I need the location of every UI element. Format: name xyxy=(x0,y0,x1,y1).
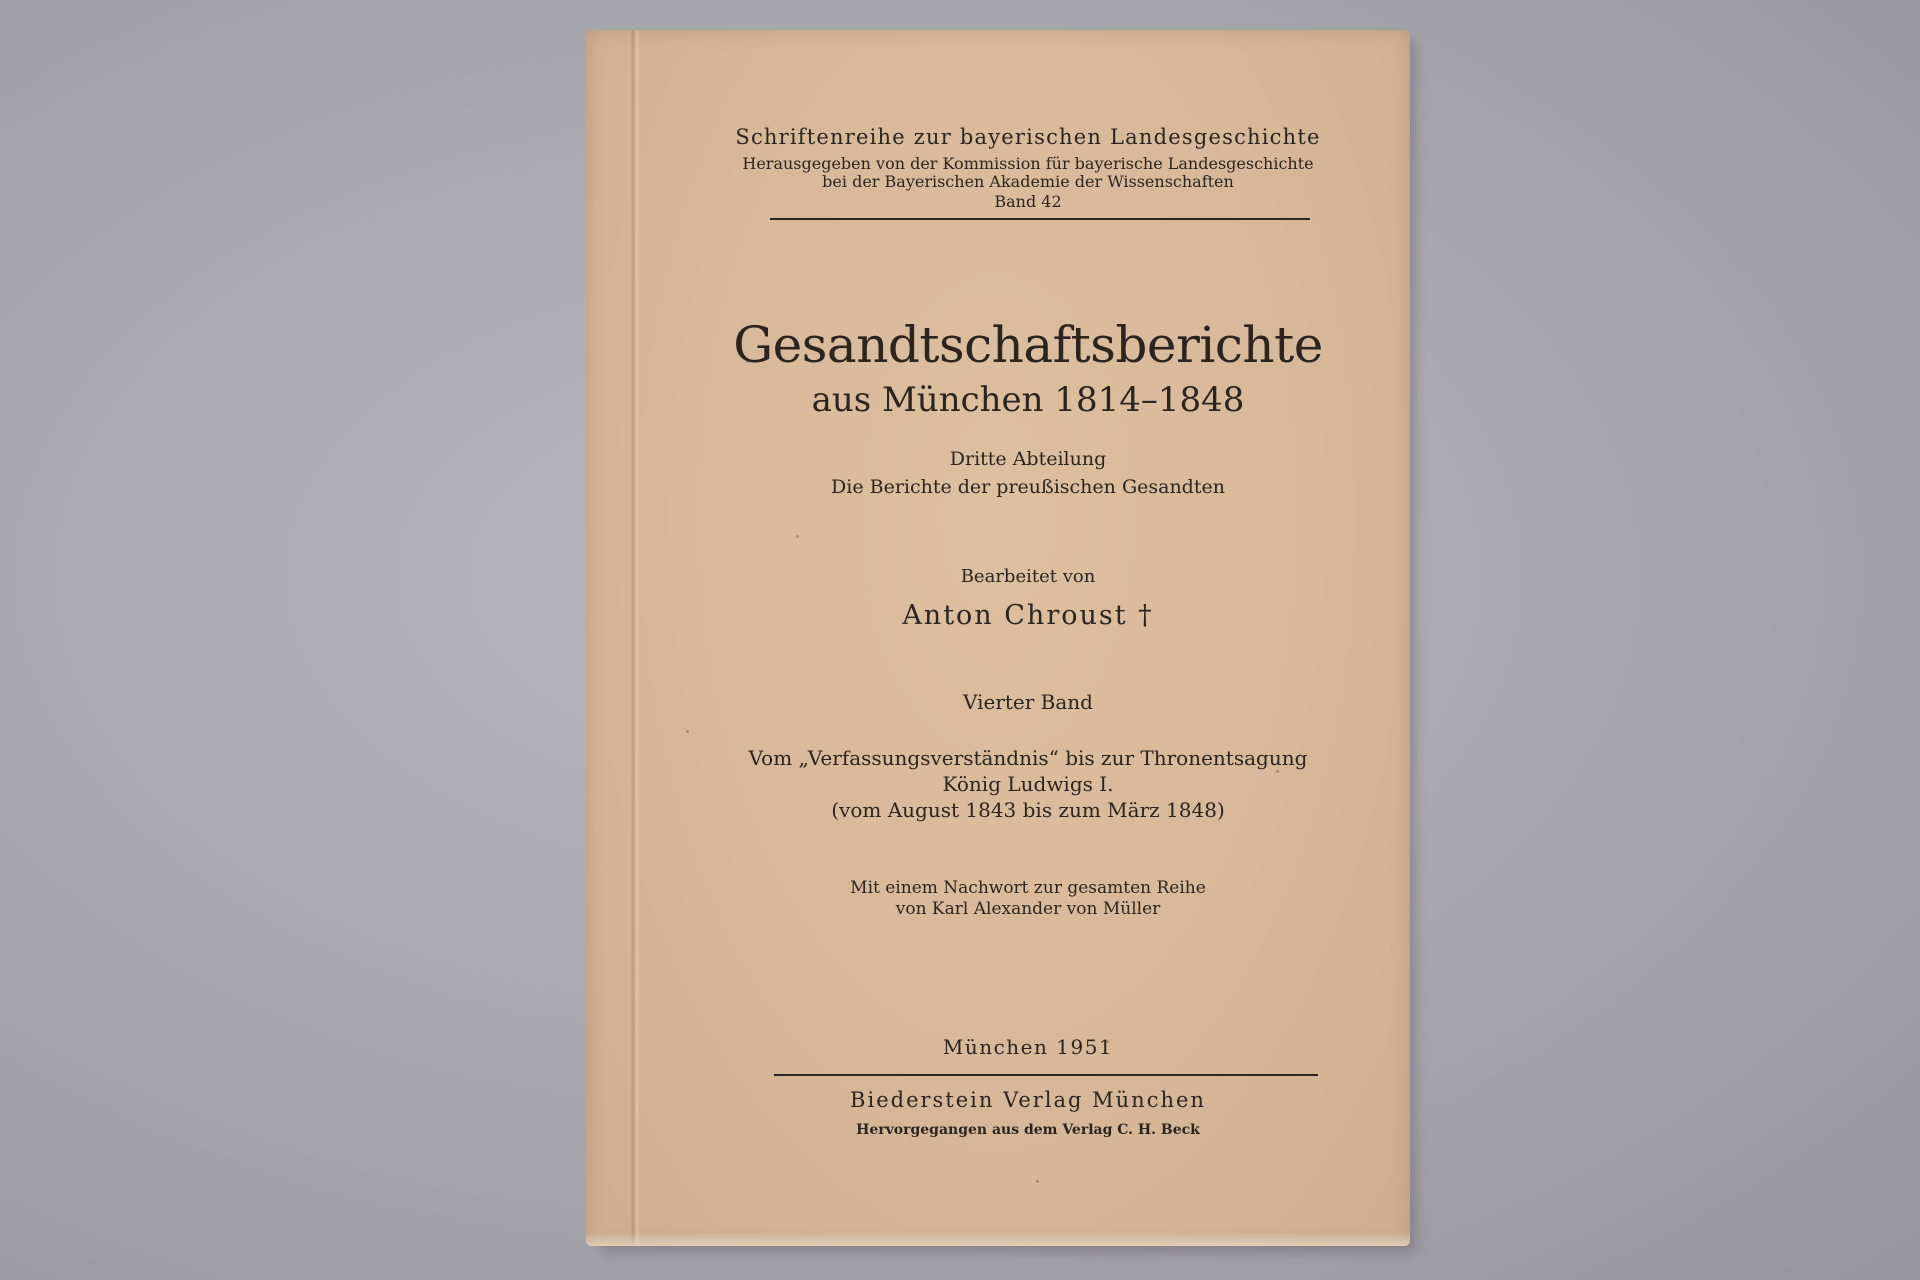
editors-line-1: Herausgegeben von der Kommission für bayerische Landesgeschichte xyxy=(742,154,1314,173)
book-title: Gesandtschaftsberichte xyxy=(733,316,1323,374)
top-divider xyxy=(770,218,1310,220)
section-label: Dritte Abteilung xyxy=(949,448,1107,470)
paper-speck xyxy=(686,730,689,733)
paper-speck xyxy=(796,535,799,538)
book-subtitle: aus München 1814–1848 xyxy=(811,380,1245,420)
paper-speck xyxy=(746,360,749,363)
afterword-line-1: Mit einem Nachwort zur gesamten Reihe xyxy=(850,878,1206,898)
edited-by-label: Bearbeitet von xyxy=(960,566,1096,587)
volume-subject-line-2: König Ludwigs I. xyxy=(942,772,1114,796)
section-description: Die Berichte der preußischen Gesandten xyxy=(831,476,1225,498)
series-title: Schriftenreihe zur bayerischen Landesgeschichte xyxy=(735,125,1321,149)
paper-speck xyxy=(1276,770,1279,773)
author-name: Anton Chroust † xyxy=(902,600,1154,631)
bottom-divider xyxy=(774,1074,1318,1076)
editors-line-2: bei der Bayerischen Akademie der Wissenschaften xyxy=(822,172,1234,191)
paper-speck xyxy=(1036,1180,1039,1183)
volume-period: (vom August 1843 bis zum März 1848) xyxy=(831,798,1225,822)
publisher-origin: Hervorgegangen aus dem Verlag C. H. Beck xyxy=(856,1122,1200,1138)
volume-label: Vierter Band xyxy=(963,690,1093,714)
book-cover xyxy=(586,30,1410,1246)
afterword-line-2: von Karl Alexander von Müller xyxy=(895,899,1161,919)
volume-subject-line-1: Vom „Verfassungsverständnis“ bis zur Thronentsagung xyxy=(748,746,1308,770)
paper-speck xyxy=(1106,1040,1109,1043)
volume-number: Band 42 xyxy=(994,192,1062,211)
place-and-year: München 1951 xyxy=(942,1035,1114,1059)
cover-text-area xyxy=(646,30,1410,1246)
publisher: Biederstein Verlag München xyxy=(850,1088,1206,1112)
